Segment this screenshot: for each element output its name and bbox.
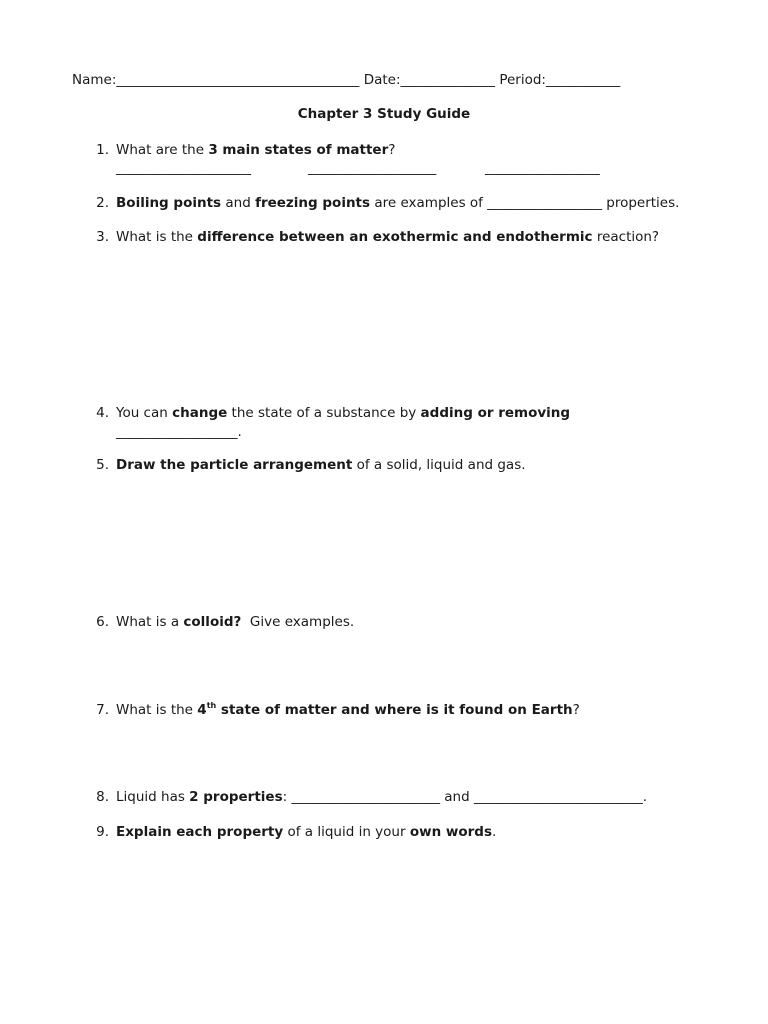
q2-part: and <box>221 195 256 211</box>
q4-bold: adding or removing <box>420 405 571 421</box>
q5-part: of a solid, liquid and gas. <box>352 457 526 473</box>
q8-part: . <box>642 789 647 805</box>
q4-part: the state of a substance by <box>227 405 421 421</box>
q3-part: What is the <box>116 229 198 245</box>
q2-bold: freezing points <box>255 195 371 211</box>
question-4-number: 4. <box>96 405 109 421</box>
name-label: Name: <box>72 72 117 88</box>
q9-bold: own words <box>409 824 493 840</box>
q1-part: What are the <box>116 142 209 158</box>
q5-bold: Draw the particle arrangement <box>116 457 353 473</box>
q1-part: ? <box>388 142 396 158</box>
question-6-text <box>116 614 354 630</box>
question-8-text <box>116 789 647 805</box>
question-5-number: 5. <box>96 457 109 473</box>
period-label: Period: <box>499 72 546 88</box>
q2-bold: Boiling points <box>116 195 222 211</box>
q4-part: . <box>237 424 242 440</box>
q9-part: of a liquid in your <box>283 824 410 840</box>
q3-part: reaction? <box>592 229 660 245</box>
question-7-number: 7. <box>96 702 109 718</box>
question-1-blank-3[interactable]: _________________ <box>485 160 600 176</box>
question-4-blank[interactable]: __________________ <box>116 424 238 440</box>
period-blank[interactable]: ___________ <box>545 72 621 88</box>
q6-part: Give examples. <box>241 614 355 630</box>
question-2-blank[interactable]: _________________ <box>487 195 602 211</box>
q8-bold: 2 properties <box>189 789 283 805</box>
question-2-text <box>116 195 679 211</box>
q4-bold: change <box>172 405 228 421</box>
q2-part: are examples of <box>370 195 488 211</box>
q8-part: and <box>439 789 474 805</box>
q3-bold: difference between an exothermic and endothermic <box>197 229 593 245</box>
q2-part: properties. <box>601 195 680 211</box>
page-title: Chapter 3 Study Guide <box>297 106 471 122</box>
question-8-blank-1[interactable]: ______________________ <box>291 789 440 805</box>
q9-part: . <box>492 824 497 840</box>
question-5-text <box>116 457 526 473</box>
question-8-number: 8. <box>96 789 109 805</box>
q7-bold: state of matter and where is it found on Earth <box>216 702 573 718</box>
question-1-blank-1[interactable]: ____________________ <box>116 160 251 176</box>
q8-part: : <box>282 789 292 805</box>
q7-part: ? <box>572 702 580 718</box>
question-1-text <box>116 142 395 158</box>
q6-bold: colloid? <box>183 614 242 630</box>
date-blank[interactable]: ______________ <box>400 72 496 88</box>
question-1-blank-2[interactable]: ___________________ <box>308 160 437 176</box>
question-4-text <box>116 405 570 421</box>
question-7-text <box>116 702 580 718</box>
question-9-text <box>116 824 496 840</box>
question-8-blank-2[interactable]: _________________________ <box>473 789 643 805</box>
q1-bold: 3 main states of matter <box>208 142 389 158</box>
date-label: Date: <box>363 72 401 88</box>
q7-bold: 4 <box>197 702 207 718</box>
name-blank[interactable]: ____________________________________ <box>116 72 360 88</box>
q6-part: What is a <box>116 614 184 630</box>
question-1-number: 1. <box>96 142 109 158</box>
q8-part: Liquid has <box>116 789 190 805</box>
question-4-blank-line <box>116 424 242 440</box>
q9-bold: Explain each property <box>116 824 284 840</box>
q4-part: You can <box>116 405 173 421</box>
q7-superscript: th <box>206 701 217 710</box>
header-row <box>72 72 620 88</box>
question-3-text <box>116 229 659 245</box>
question-6-number: 6. <box>96 614 109 630</box>
question-3-number: 3. <box>96 229 109 245</box>
question-9-number: 9. <box>96 824 109 840</box>
q7-part: What is the <box>116 702 198 718</box>
question-2-number: 2. <box>96 195 109 211</box>
